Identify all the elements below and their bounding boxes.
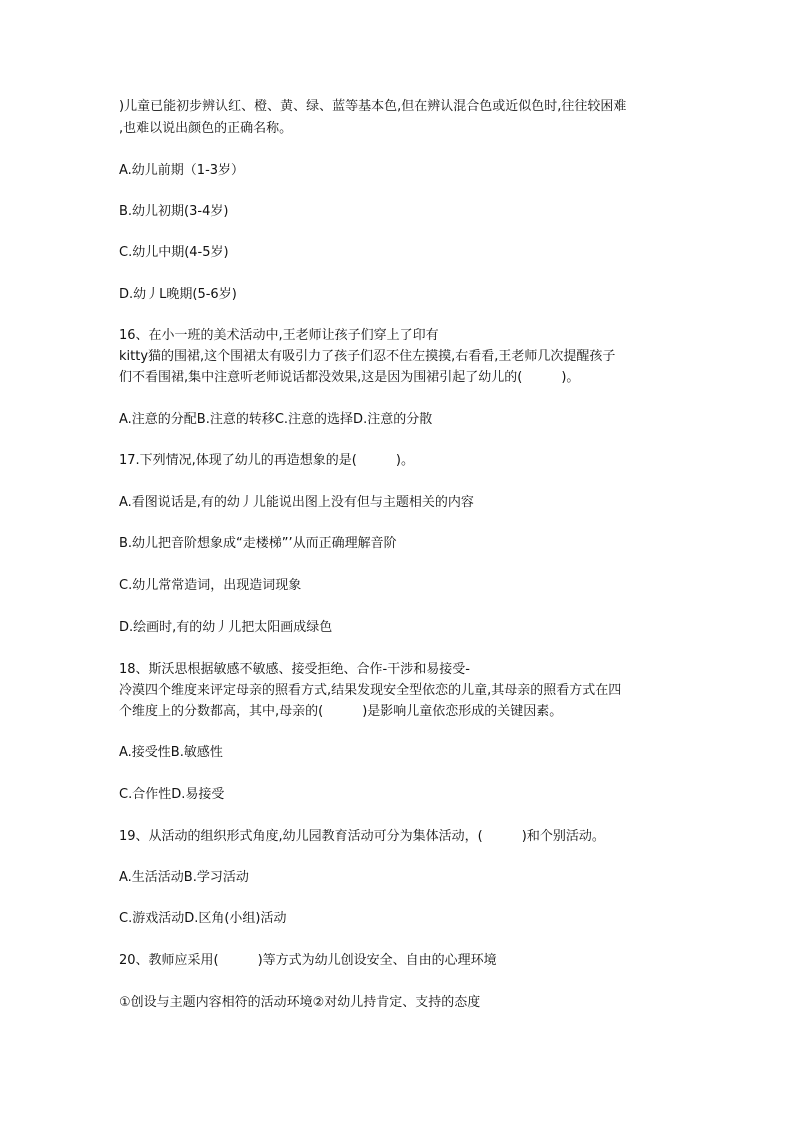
question-18-options-cd: C.合作性D.易接受: [119, 787, 225, 802]
question-16-line-3: 们不看围裙,集中注意听老师说话都没效果,这是因为围裙引起了幼儿的( )。: [119, 370, 580, 385]
question-20: 20、教师应采用( )等方式为幼儿创设安全、自由的心理环境: [119, 953, 497, 968]
question-18-line-3: 个维度上的分数都高，其中,母亲的( )是影响儿童依恋形成的关键因素。: [119, 704, 563, 719]
question-16-options: A.注意的分配B.注意的转移C.注意的选择D.注意的分散: [119, 412, 433, 427]
question-20-statements: ①创设与主题内容相符的活动环境②对幼儿持肯定、支持的态度: [119, 995, 481, 1010]
question-19-options-cd: C.游戏活动D.区角(小组)活动: [119, 911, 287, 926]
text-line: )儿童已能初步辨认红、橙、黄、绿、蓝等基本色,但在辨认混合色或近似色时,往往较困难: [119, 99, 627, 114]
question-19-options-ab: A.生活活动B.学习活动: [119, 870, 249, 885]
question-18-line-2: 冷漠四个维度来评定母亲的照看方式,结果发现安全型依恋的儿童,其母亲的照看方式在四: [119, 683, 622, 698]
option-a: A.幼儿前期（1-3岁）: [119, 163, 245, 178]
question-16-line-2: kitty猫的围裙,这个围裙太有吸引力了孩子们忍不住左摸摸,右看看,王老师几次提醒孩子: [119, 349, 616, 364]
option-a: A.看图说话是,有的幼丿儿能说出图上没有但与主题相关的内容: [119, 495, 474, 510]
text-line: ,也难以说出颜色的正确名称。: [119, 121, 293, 136]
option-d: D.绘画时,有的幼丿儿把太阳画成绿色: [119, 620, 333, 635]
option-d: D.幼丿L晚期(5-6岁): [119, 287, 237, 302]
question-17: 17.下列情况,体现了幼儿的再造想象的是( )。: [119, 453, 414, 468]
option-b: B.幼儿初期(3-4岁): [119, 204, 229, 219]
option-c: C.幼儿常常造词，出现造词现象: [119, 578, 302, 593]
option-c: C.幼儿中期(4-5岁): [119, 245, 229, 260]
option-b: B.幼儿把音阶想象成“走楼梯”’从而正确理解音阶: [119, 536, 397, 551]
question-19: 19、从活动的组织形式角度,幼儿园教育活动可分为集体活动，( )和个别活动。: [119, 829, 605, 844]
question-18: 18、斯沃思根据敏感不敏感、接受拒绝、合作-干涉和易接受-: [119, 662, 470, 677]
question-18-options-ab: A.接受性B.敏感性: [119, 745, 223, 760]
question-16: 16、在小一班的美术活动中,王老师让孩子们穿上了印有: [119, 328, 439, 343]
